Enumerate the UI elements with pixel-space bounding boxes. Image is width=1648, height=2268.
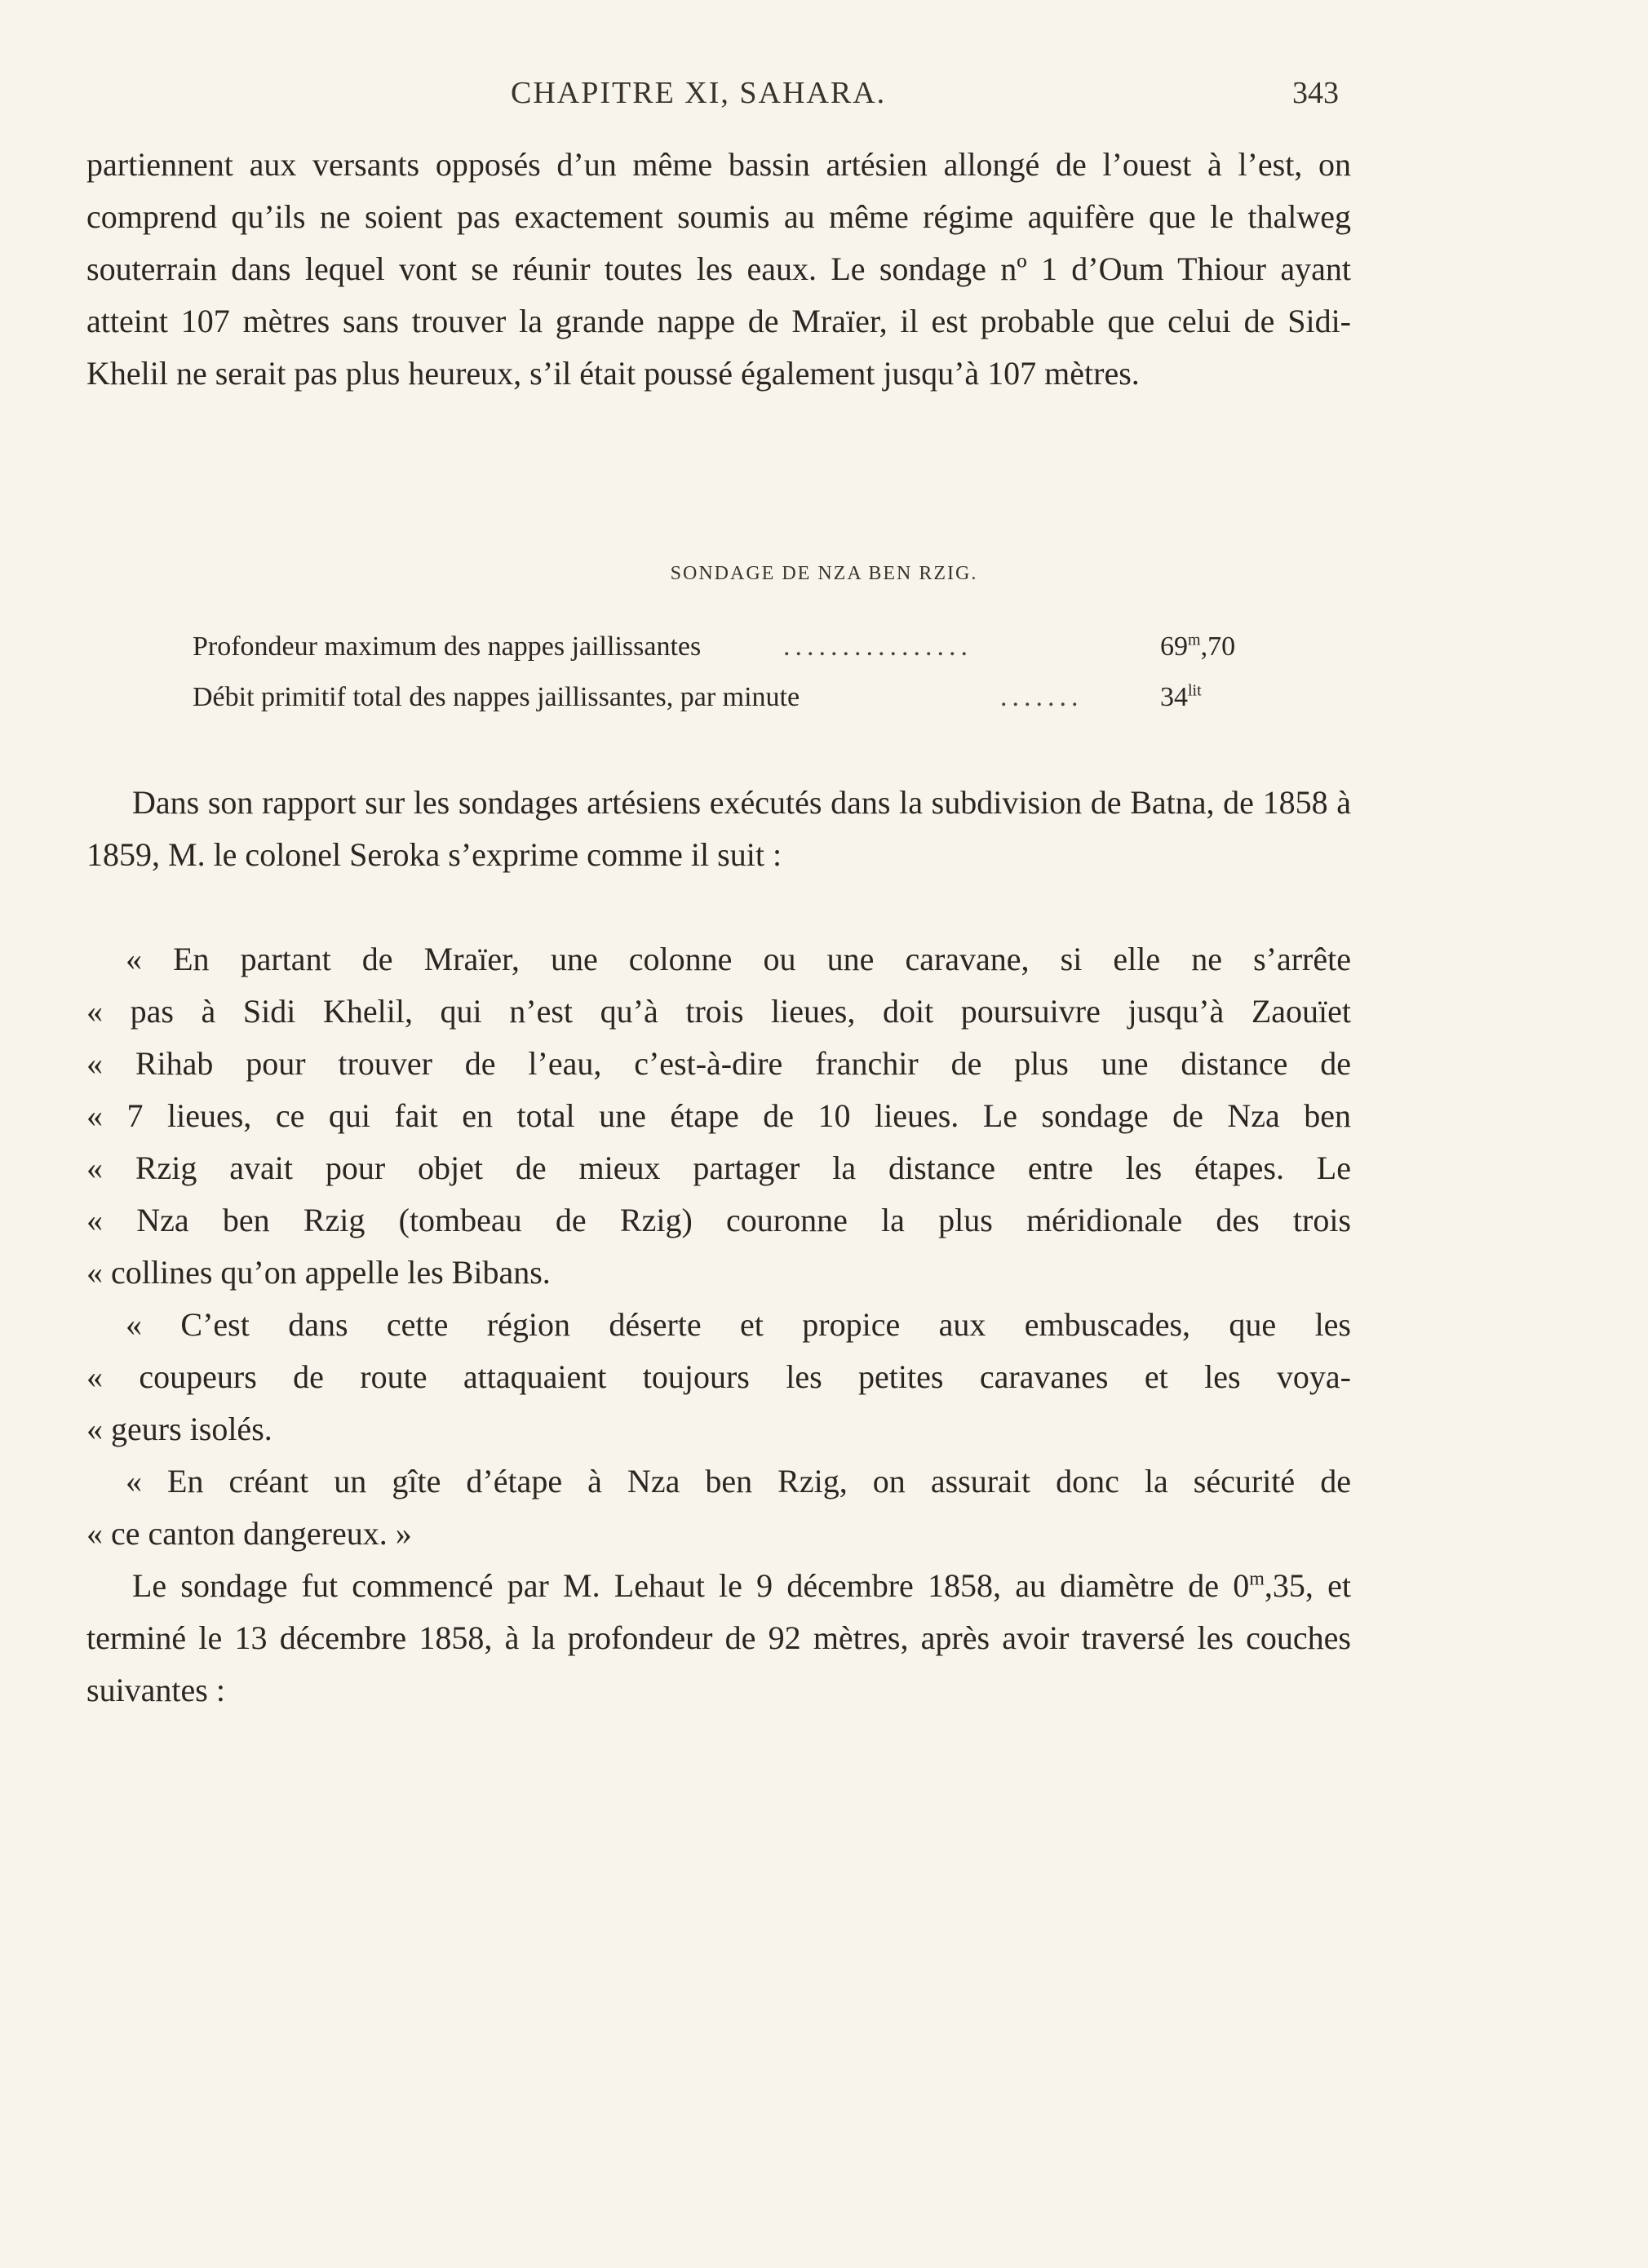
- quote-line: « 7 lieues, ce qui fait en total une étape de 10 lieues. Le sondage de Nza ben: [86, 1097, 1351, 1134]
- chapter-title: CHAPITRE XI, SAHARA.: [511, 76, 887, 110]
- seroka-quote: [86, 933, 1351, 1560]
- quote-line: « Nza ben Rzig (tombeau de Rzig) couronne la plus méridionale des trois: [86, 1202, 1351, 1238]
- quote-line: « En créant un gîte d’étape à Nza ben Rzig, on assurait donc la sécurité de: [126, 1463, 1351, 1499]
- page-number: 343: [1292, 76, 1339, 110]
- paragraph-lehaut-text-end: ,35, et terminé le 13 décembre 1858, à la profondeur de 92 mètres, après avoir traversé les couches suivantes :: [86, 1567, 1351, 1708]
- stat-value: [1160, 622, 1235, 672]
- stat-label: Profondeur maximum des nappes jaillissantes: [193, 631, 702, 662]
- sondage-stats: [193, 622, 1286, 723]
- stat-value: [1160, 672, 1202, 723]
- leader-dots: ................: [783, 631, 972, 662]
- leader-dots: .......: [1000, 682, 1083, 712]
- stat-label: Débit primitif total des nappes jaillissantes, par minute: [193, 682, 800, 712]
- quote-line: « Rihab pour trouver de l’eau, c’est-à-dire franchir de plus une distance de: [86, 1045, 1351, 1082]
- quote-line: « collines qu’on appelle les Bibans.: [86, 1254, 551, 1291]
- stat-value-number: 69: [1160, 631, 1188, 662]
- stat-value-decimal: ,70: [1200, 631, 1236, 662]
- quote-line: « coupeurs de route attaquaient toujours les petites caravanes et les voya-: [86, 1358, 1351, 1395]
- paragraph-lehaut-sondage: [86, 1560, 1351, 1717]
- quote-line: « En partant de Mraïer, une colonne ou une caravane, si elle ne s’arrête: [126, 941, 1351, 977]
- stat-value-number: 34: [1160, 682, 1188, 712]
- stat-value-unit: m: [1188, 631, 1201, 649]
- quote-line: « Rzig avait pour objet de mieux partager la distance entre les étapes. Le: [86, 1150, 1351, 1186]
- quote-line: « pas à Sidi Khelil, qui n’est qu’à trois lieues, doit poursuivre jusqu’à Zaouïet: [86, 993, 1351, 1030]
- stat-row-flow: [193, 672, 1286, 723]
- paragraph-lehaut-text-start: Le sondage fut commencé par M. Lehaut le 9 décembre 1858, au diamètre de 0: [132, 1567, 1250, 1604]
- paragraph-seroka-report: Dans son rapport sur les sondages artésiens exécutés dans la subdivision de Batna, de 1858 à 1859, M. le colonel Seroka s’exprime comme il suit :: [86, 784, 1351, 873]
- quote-line: « geurs isolés.: [86, 1411, 272, 1447]
- quote-line: « C’est dans cette région déserte et propice aux embuscades, que les: [126, 1306, 1351, 1343]
- stat-value-unit: lit: [1188, 681, 1202, 700]
- paragraph-artesian-basin: partiennent aux versants opposés d’un même bassin artésien allongé de l’ouest à l’est, on comprend qu’ils ne soient pas exactement soumis au même régime aquifère que le thalweg souterrain dans lequel vont se réunir toutes les eaux. Le sondage nº 1 d’Oum Thiour ayant atteint 107 mètres sans trouver la grande nappe de Mraïer, il est probable que celui de Sidi-Khelil ne serait pas plus heureux, s’il était poussé également jusqu’à 107 mètres.: [86, 146, 1351, 392]
- stat-row-depth: [193, 622, 1286, 672]
- diameter-unit: m: [1249, 1568, 1265, 1590]
- section-heading: SONDAGE DE NZA BEN RZIG.: [670, 563, 978, 584]
- quote-line: « ce canton dangereux. »: [86, 1515, 412, 1552]
- running-head: [0, 75, 1648, 124]
